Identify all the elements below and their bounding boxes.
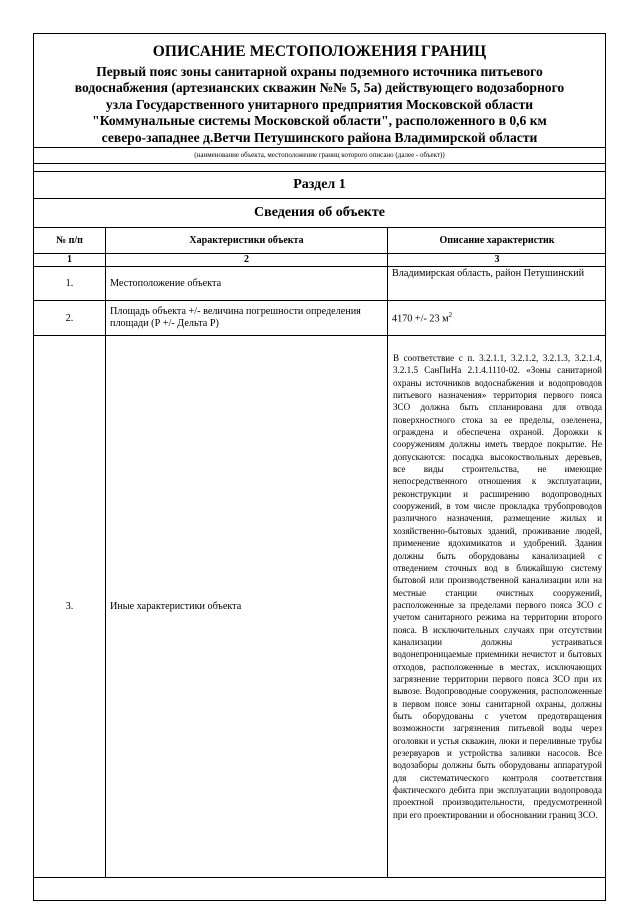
object-note: (наименование объекта, местоположение границ которого описано (далее - объект)) <box>34 147 605 164</box>
subtitle-line: "Коммунальные системы Московской области", расположенного в 0,6 км <box>92 113 547 129</box>
subtitle-line: узла Государственного унитарного предприятия Московской области <box>105 96 534 112</box>
row-characteristic: Площадь объекта +/- величина погрешности определения площади (Р +/- Дельта Р) <box>106 301 388 336</box>
document-header <box>34 34 605 148</box>
table-header-row <box>34 228 606 254</box>
row-description <box>388 301 607 336</box>
area-unit-exponent: 2 <box>448 311 453 320</box>
table-row <box>34 336 606 878</box>
document-frame <box>33 33 606 901</box>
object-table <box>34 227 606 878</box>
row-description: В соответствие с п. 3.2.1.1, 3.2.1.2, 3.2.1.3, 3.2.1.4, 3.2.1.5 СанПиНа 2.1.4.1110-02. «Зоны санитарной охраны источников водоснабжения и водопроводов питьевого назначения» территория первого пояса ЗСО должна быть спланирована для отвода поверхностного стока за ее пределы, озеленена, ограждена и обеспечена охраной. Дорожки к сооружениям должны иметь твердое покрытие. Не допускаются: посадка высокоствольных деревьев, все виды строительства, не имеющие непосредственного отношения к эксплуатации, реконструкции и расширению водопроводных сооружений, в том числе прокладка трубопроводов различного назначения, размещение жилых и хозяйственно-бытовых зданий, проживание людей, применение ядохимикатов и удобрений. Здания должны быть оборудованы канализацией с отведением сточных вод в ближайшую систему бытовой или производственной канализации или на местные станции очистных сооружений, расположенные за пределами первого пояса ЗСО с учетом санитарного режима на территории второго пояса. В исключительных случаях при отсутствии канализации должны устраиваться водонепроницаемые приемники нечистот и бытовых отходов, расположенные в местах, исключающих загрязнение территории первого пояса ЗСО при их вывозе. Водопроводные сооружения, расположенные в первом поясе зоны санитарной охраны, должны быть оборудованы с учетом предотвращения возможности загрязнения питьевой воды через оголовки и устья скважин, люки и переливные трубы резервуаров и устройства заливки насосов. Все водозаборы должны быть оборудованы аппаратурой для систематического контроля соответствия фактического дебита при эксплуатации водопровода проектной производительности, предусмотренной при его проектировании и обосновании границ ЗСО. <box>388 336 607 878</box>
row-characteristic: Местоположение объекта <box>106 267 388 301</box>
row-characteristic: Иные характеристики объекта <box>106 336 388 878</box>
row-number: 2. <box>34 301 106 336</box>
column-number: 2 <box>106 254 388 267</box>
table-row <box>34 267 606 301</box>
row-description: Владимирская область, район Петушинский <box>388 267 607 301</box>
document-title: ОПИСАНИЕ МЕСТОПОЛОЖЕНИЯ ГРАНИЦ <box>152 43 487 60</box>
header-number: № п/п <box>34 228 106 254</box>
row-number: 3. <box>34 336 106 878</box>
row-number: 1. <box>34 267 106 301</box>
section-title: Раздел 1 <box>34 171 605 199</box>
table-row <box>34 301 606 336</box>
header-characteristic: Характеристики объекта <box>106 228 388 254</box>
column-number: 3 <box>388 254 607 267</box>
column-number: 1 <box>34 254 106 267</box>
document-subtitle <box>64 64 575 146</box>
subtitle-line: Первый пояс зоны санитарной охраны подземного источника питьевого <box>96 64 543 79</box>
area-value: 4170 +/- 23 м <box>392 313 449 325</box>
header-description: Описание характеристик <box>388 228 607 254</box>
section-subtitle: Сведения об объекте <box>34 198 605 228</box>
column-number-row <box>34 254 606 267</box>
subtitle-line: северо-западнее д.Ветчи Петушинского района Владимирской области <box>101 129 538 145</box>
subtitle-line: водоснабжения (артезианских скважин №№ 5, 5а) действующего водозаборного <box>74 80 565 96</box>
